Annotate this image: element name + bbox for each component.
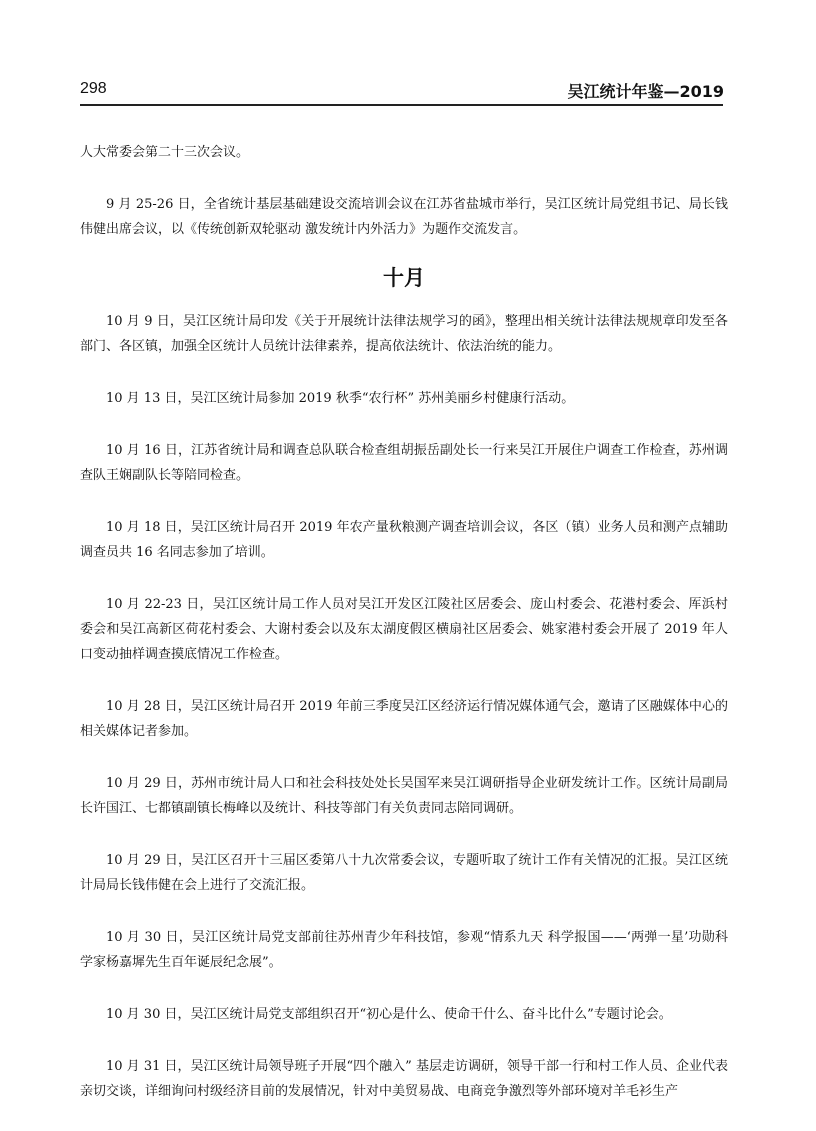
body-text	[80, 140, 728, 1131]
paragraph: 10 月 18 日，吴江区统计局召开 2019 年农产量秋粮测产调查培训会议，各区（镇）业务人员和测产点辅助调查员共 16 名同志参加了培训。	[80, 520, 728, 560]
paragraph-continuation: 人大常委会第二十三次会议。	[80, 145, 250, 160]
paragraph: 10 月 29 日，苏州市统计局人口和社会科技处处长吴国军来吴江调研指导企业研发统计工作。区统计局副局长许国江、七都镇副镇长梅峰以及统计、科技等部门有关负责同志陪同调研。	[80, 776, 728, 816]
paragraph: 9 月 25-26 日，全省统计基层基础建设交流培训会议在江苏省盐城市举行，吴江区统计局党组书记、局长钱伟健出席会议，以《传统创新双轮驱动 激发统计内外活力》为题作交流发言。	[80, 197, 728, 237]
paragraph: 10 月 13 日，吴江区统计局参加 2019 秋季“农行杯” 苏州美丽乡村健康行活动。	[106, 391, 575, 406]
paragraph: 10 月 30 日，吴江区统计局党支部前往苏州青少年科技馆，参观“情系九天 科学报国——‘两弹一星’功勋科学家杨嘉墀先生百年诞辰纪念展”。	[80, 930, 728, 970]
paragraph: 10 月 9 日，吴江区统计局印发《关于开展统计法律法规学习的函》，整理出相关统计法律法规规章印发至各部门、各区镇，加强全区统计人员统计法律素养，提高依法统计、依法治统的能力。	[80, 314, 728, 354]
running-header-title: 吴江统计年鉴—2019	[567, 82, 724, 101]
section-heading: 十月	[383, 266, 425, 290]
header-rule	[80, 104, 723, 106]
page-number: 298	[80, 80, 107, 97]
paragraph: 10 月 31 日，吴江区统计局领导班子开展“四个融入” 基层走访调研，领导干部一行和村工作人员、企业代表亲切交谈，详细询问村级经济目前的发展情况，针对中美贸易战、电商竞争激烈等外部环境对羊毛衫生产	[80, 1059, 728, 1099]
paragraph: 10 月 30 日，吴江区统计局党支部组织召开“初心是什么、使命干什么、奋斗比什么”专题讨论会。	[106, 1007, 672, 1022]
paragraph: 10 月 28 日，吴江区统计局召开 2019 年前三季度吴江区经济运行情况媒体通气会，邀请了区融媒体中心的相关媒体记者参加。	[80, 699, 728, 739]
paragraph: 10 月 29 日，吴江区召开十三届区委第八十九次常委会议，专题听取了统计工作有关情况的汇报。吴江区统计局局长钱伟健在会上进行了交流汇报。	[80, 853, 728, 893]
paragraph: 10 月 16 日，江苏省统计局和调查总队联合检查组胡振岳副处长一行来吴江开展住户调查工作检查，苏州调查队王娴副队长等陪同检查。	[80, 443, 728, 483]
paragraph: 10 月 22-23 日，吴江区统计局工作人员对吴江开发区江陵社区居委会、庞山村委会、花港村委会、厍浜村委会和吴江高新区荷花村委会、大谢村委会以及东太湖度假区横扇社区居委会、姚家港村委会开展了 2019 年人口变动抽样调查摸底情况工作检查。	[80, 597, 728, 662]
